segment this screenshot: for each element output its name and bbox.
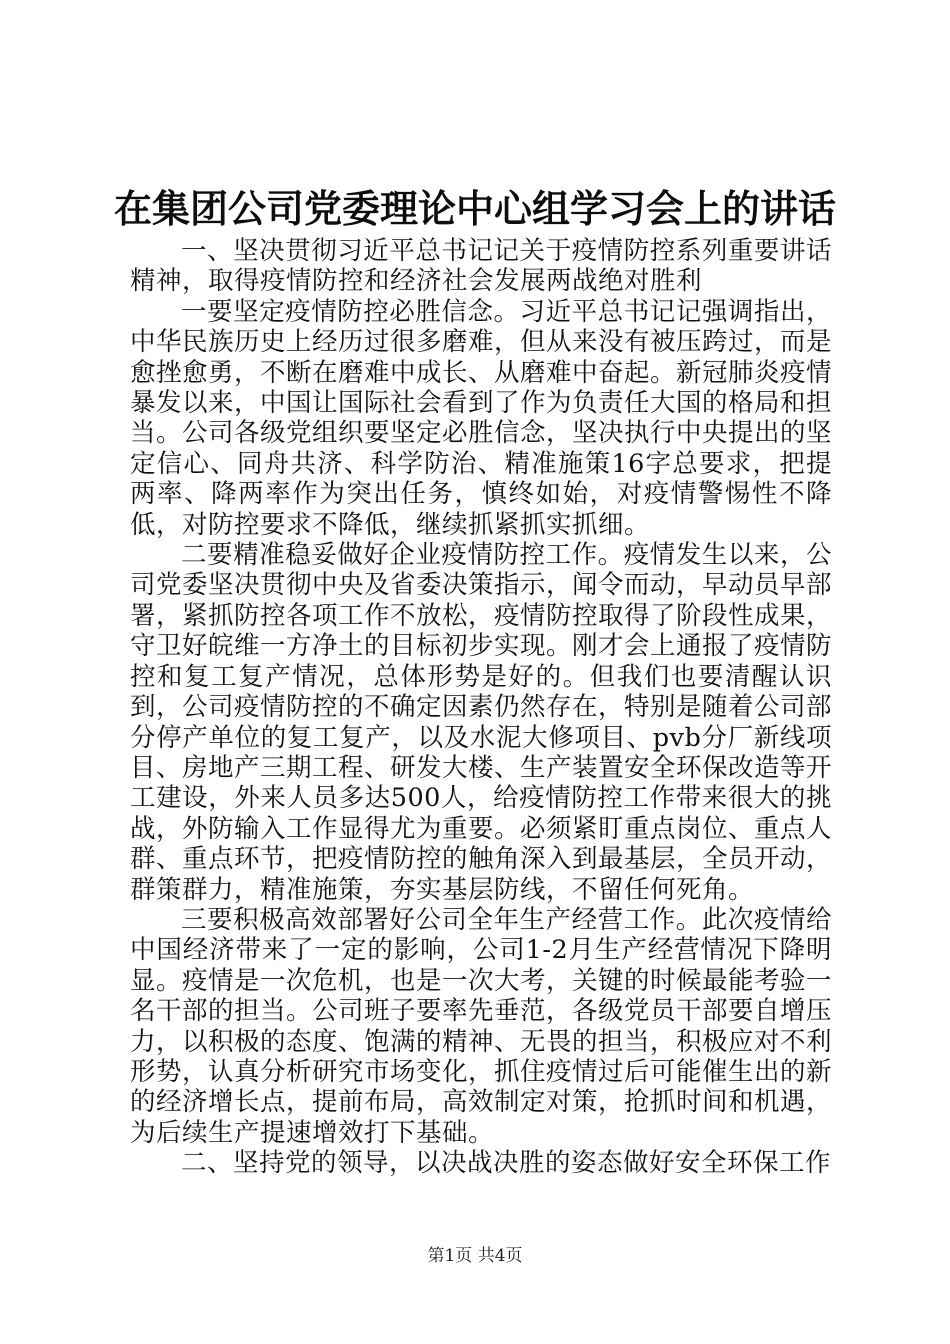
section-heading-1: 一、坚决贯彻习近平总书记记关于疫情防控系列重要讲话精神，取得疫情防控和经济社会发展两战绝对胜利: [130, 236, 832, 297]
paragraph-2: 二要精准稳妥做好企业疫情防控工作。疫情发生以来，公司党委坚决贯彻中央及省委决策指示，闻令而动，早动员早部署，紧抓防控各项工作不放松，疫情防控取得了阶段性成果，守卫好皖维一方净土的目标初步实现。刚才会上通报了疫情防控和复工复产情况，总体形势是好的。但我们也要清醒认识到，公司疫情防控的不确定因素仍然存在，特别是随着公司部分停产单位的复工复产，以及水泥大修项目、pvb分厂新线项目、房地产三期工程、研发大楼、生产装置安全环保改造等开工建设，外来人员多达500人，给疫情防控工作带来很大的挑战，外防输入工作显得尤为重要。必须紧盯重点岗位、重点人群、重点环节，把疫情防控的触角深入到最基层，全员开动，群策群力，精准施策，夯实基层防线，不留任何死角。: [130, 540, 833, 905]
paragraph-1: 一要坚定疫情防控必胜信念。习近平总书记记强调指出，中华民族历史上经历过很多磨难，但从来没有被压跨过，而是愈挫愈勇，不断在磨难中成长、从磨难中奋起。新冠肺炎疫情暴发以来，中国让国际社会看到了作为负责任大国的格局和担当。公司各级党组织要坚定必胜信念，坚决执行中央提出的坚定信心、同舟共济、科学防治、精准施策16字总要求，把提两率、降两率作为突出任务，慎终如始，对疫情警惕性不降低，对防控要求不降低，继续抓紧抓实抓细。: [130, 296, 833, 540]
page-number-footer: 第1页 共4页: [427, 1246, 523, 1266]
paragraph-3: 三要积极高效部署好公司全年生产经营工作。此次疫情给中国经济带来了一定的影响，公司1-2月生产经营情况下降明显。疫情是一次危机，也是一次大考，关键的时候最能考验一名干部的担当。公司班子要率先垂范，各级党员干部要自增压力，以积极的态度、饱满的精神、无畏的担当，积极应对不利形势，认真分析研究市场变化，抓住疫情过后可能催生出的新的经济增长点，提前布局，高效制定对策，抢抓时间和机遇，为后续生产提速增效打下基础。: [130, 904, 833, 1148]
section-heading-2: 二、坚持党的领导，以决战决胜的姿态做好安全环保工作: [181, 1148, 832, 1179]
document-title: 在集团公司党委理论中心组学习会上的讲话: [113, 187, 836, 231]
document-body: [130, 236, 832, 1179]
